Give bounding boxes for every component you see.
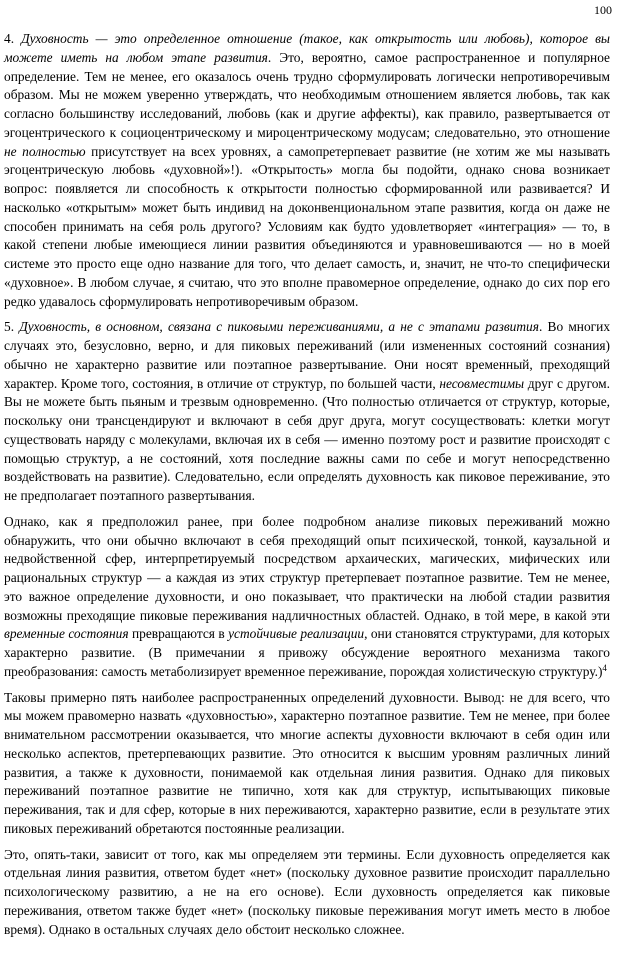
- list-number: 4.: [4, 31, 22, 46]
- body-text: друг с другом. Вы не можете быть пьяным и трезвым одновременно. (Что полностью отличается от структур, которые, поскольку они трансцендируют и включают в себя друг друга, могут сосуществовать: клетки могут существовать наряду с молекулами, включая их в себя — именно поэтому рост и развитие происходят с помощью структур, а не состояний, хотя последние важны сами по себе и могут непосредственно воздействовать на развитие). Следовательно, если определять духовность как пиковое переживание, это не предполагает поэтапного развертывания.: [4, 375, 610, 503]
- body-text: . Это, вероятно, самое распространенное и популярное определение. Тем не менее, его оказалось очень трудно сформулировать логически непротиворечивым образом. Мы не можем уверенно утверждать, что необходимым отношением является любовь, так как согласно большинству исследований, любовь (как и другие аффекты), как правило, развертывается от эгоцентрического к социоцентрическому и мироцентрическому модусам; следовательно, это отношение: [4, 49, 610, 140]
- paragraph-definition-4: [4, 30, 610, 311]
- body-text: присутствует на всех уровнях, а самопретерпевает развитие (не хотим же мы называть эгоцентрическую любовь «духовной»!). «Открытость» могла бы подойти, однако снова возникает вопрос: появляется ли способность к открытости полностью сформированной или развивается? И насколько «открытым» может быть индивид на доконвенциональном этапе развития, когда он даже не способен принимать на себя роль другого? Условиям как будто удовлетворяет «интеграция» — то, в какой степени любые имеющиеся линии развития объединяются и уравновешиваются — но в моей системе это просто еще одно название для того, что делает самость, и, значит, не что-то специфически «духовное». В любом случае, я считаю, что это вполне правомерное определение, однако до сих пор его редко удавалось сформулировать непротиворечивым образом.: [4, 143, 610, 309]
- definition-heading: Духовность, в основном, связана с пиковыми переживаниями, а не с этапами развития: [19, 319, 539, 335]
- page-number: 100: [594, 3, 612, 17]
- list-number: 5.: [4, 319, 20, 335]
- body-text: Таковы примерно пять наиболее распространенных определений духовности. Вывод: не для всего, что мы можем правомерно назвать «духовностью», характерно поэтапное развитие. Тем не менее, при более внимательном рассмотрении оказывается, что многие аспекты духовности включают в себя один или несколько аспектов, претерпевающих развитие. Это относится к высшим уровням различных линий развития, а также к духовности, понимаемой как отдельная линия развития. Однако для пиковых переживаний поэтапное развитие не типично, хотя как для структур, испытывающих пиковые переживания, так и для сфер, которые в них переживаются, характерно развитие, если в результате этих пиковых переживаний обретаются постоянные реализации.: [4, 689, 610, 836]
- emphasis-text: временные состояния: [4, 626, 129, 642]
- body-text: Это, опять-таки, зависит от того, как мы определяем эти термины. Если духовность определяется как отдельная линия развития, ответом будет «нет» (поскольку духовное развитие происходит параллельно психологическому развитию, а не на его основе). Если духовность определяется как пиковые переживания, ответом также будет «нет» (поскольку пиковые переживания могут иметь место в любое время). Однако в остальных случаях дело обстоит несколько сложнее.: [4, 846, 610, 937]
- paragraph-peak-experiences: [4, 513, 610, 682]
- body-text: . Во многих случаях это, безусловно, верно, и для пиковых переживаний (или измененных состояний сознания) обычно не характерно развитие или поэтапное развертывание. Они носят временный, преходящий характер. Кроме того, состояния, в отличие от структур, по большей части,: [4, 319, 611, 391]
- emphasis-text: несовместимы: [439, 375, 525, 391]
- paragraph-conclusion: [4, 846, 610, 940]
- page-body: [4, 30, 610, 946]
- paragraph-definition-5: [4, 318, 610, 506]
- body-text: , они становятся структурами, для которых характерно развитие. (В примечании я привожу обсуждение вероятного механизма такого преобразования: самость метаболизирует временное переживание, порождая холистическую структуру.): [4, 626, 611, 679]
- definition-heading: Духовность — это определенное отношение (такое, как открытость или любовь), которое вы можете иметь на любом этапе развития: [4, 31, 610, 65]
- footnote-marker[interactable]: 4: [602, 662, 607, 673]
- emphasis-text: не полностью: [4, 143, 86, 159]
- body-text: Однако, как я предположил ранее, при более подробном анализе пиковых переживаний можно обнаружить, что они обычно включают в себя преходящий опыт психической, тонкой, каузальной и недвойственной сфер, интерпретируемый посредством архаических, магических, мифических или рациональных структур — а каждая из этих структур претерпевает поэтапное развитие. Тем не менее, это важное определение духовности, и оно показывает, что практически на любой стадии развития возможны преходящие пиковые переживания надличностных областей. Однако, в той мере, в какой эти: [4, 513, 610, 623]
- paragraph-summary: [4, 689, 610, 839]
- emphasis-text: устойчивые реализации: [228, 626, 365, 642]
- body-text: превращаются в: [128, 626, 229, 642]
